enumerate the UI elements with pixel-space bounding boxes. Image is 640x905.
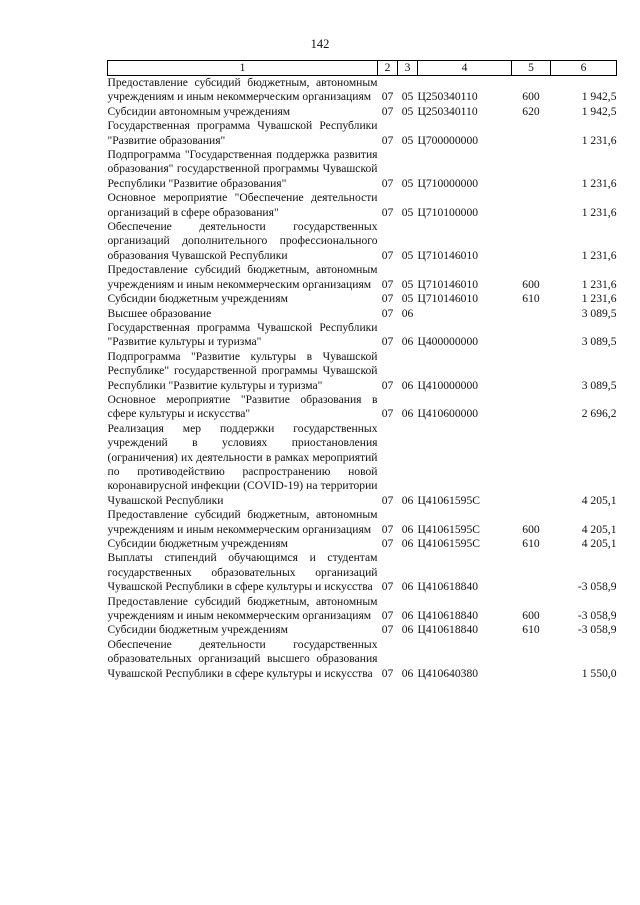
table-row [108,422,617,508]
row-target-article: Ц410618840 [417,580,479,594]
row-name: Обеспечение деятельности государственных образовательных организаций высшего образования Чувашской Республики в сфере культуры и искусства [107,637,378,680]
row-name: Субсидии автономным учреждениям [107,104,291,118]
row-name: Предоставление субсидий бюджетным, автономным учреждениям и иным некоммерческим организациям [107,508,378,536]
row-expense-type [512,350,551,393]
row-expense-type [512,220,551,263]
row-name: Реализация мер поддержки государственных учреждений в условиях приостановления (ограничения) их деятельности в рамках мероприятий по противодействию распространению новой коронавирусной инфекции (COVID-19) на территории Чувашской Республики [107,421,378,507]
table-row [108,263,617,292]
row-expense-type: 600 [522,277,540,291]
row-expense-type: 600 [522,609,540,623]
row-section-code: 07 [381,407,394,421]
row-target-article: Ц410000000 [417,378,479,392]
row-amount: 1 231,6 [581,277,617,291]
row-target-article: Ц710146010 [417,277,479,291]
row-subsection-code: 06 [401,407,414,421]
row-section-code: 07 [381,176,394,190]
row-amount: 4 205,1 [581,522,617,536]
row-subsection-code: 06 [401,493,414,507]
row-subsection-code: 05 [401,205,414,219]
row-target-article: Ц710100000 [417,205,479,219]
row-expense-type [512,191,551,220]
row-subsection-code: 05 [401,133,414,147]
row-subsection-code: 06 [401,666,414,680]
table-row [108,148,617,191]
table-row [108,220,617,263]
row-name: Государственная программа Чувашской Республики "Развитие образования" [107,119,378,147]
table-row [108,292,617,306]
table-row [108,508,617,537]
row-section-code: 07 [381,493,394,507]
row-amount: 3 089,5 [581,335,617,349]
row-subsection-code: 06 [401,609,414,623]
header-col-5: 5 [512,61,551,76]
row-name: Субсидии бюджетным учреждениям [107,292,288,306]
row-section-code: 07 [381,666,394,680]
row-amount: -3 058,9 [577,623,617,637]
row-subsection-code: 05 [401,104,414,118]
row-amount: 2 696,2 [581,407,617,421]
table-row [108,350,617,393]
row-section-code: 07 [381,623,394,637]
row-expense-type [512,119,551,148]
row-amount: 1 231,6 [581,248,617,262]
row-section-code: 07 [381,133,394,147]
row-expense-type: 610 [522,537,540,550]
row-expense-type: 610 [522,292,540,306]
row-expense-type: 600 [522,522,540,536]
row-expense-type: 610 [522,623,540,637]
row-target-article: Ц400000000 [417,335,479,349]
row-name: Обеспечение деятельности государственных организаций дополнительного профессионального образования Чувашской Республики [107,220,378,262]
row-section-code: 07 [381,522,394,536]
row-expense-type [512,307,551,321]
row-subsection-code: 05 [401,248,414,262]
row-subsection-code: 05 [401,277,414,291]
row-expense-type: 620 [522,104,540,118]
row-target-article: Ц250340110 [417,90,478,104]
row-section-code: 07 [381,205,394,219]
row-target-article: Ц700000000 [417,133,479,147]
row-subsection-code: 06 [401,623,414,637]
table-row [108,105,617,119]
table-row [108,623,617,637]
row-expense-type: 600 [522,90,540,104]
table-row [108,551,617,594]
row-target-article: Ц41061595С [417,493,480,507]
row-name: Выплаты стипендий обучающимся и студентам государственных образовательных организаций Чувашской Республики в сфере культуры и искусства [107,551,378,594]
row-section-code: 07 [381,277,394,291]
row-amount: 3 089,5 [581,378,617,392]
row-amount: 1 231,6 [581,292,617,306]
row-section-code: 07 [381,378,394,392]
table-row [108,76,617,105]
header-col-3: 3 [398,61,418,76]
table-row [108,307,617,321]
table-row [108,595,617,624]
row-section-code: 07 [381,580,394,594]
row-subsection-code: 06 [401,378,414,392]
row-expense-type [512,148,551,191]
row-target-article: Ц710146010 [417,292,479,306]
row-amount: -3 058,9 [577,580,617,594]
row-amount: 1 550,0 [581,666,617,680]
row-target-article: Ц410600000 [417,407,479,421]
row-subsection-code: 06 [401,537,414,550]
row-name: Предоставление субсидий бюджетным, автономным учреждениям и иным некоммерческим организациям [107,263,378,291]
row-subsection-code: 06 [401,335,414,349]
row-target-article: Ц710000000 [417,176,479,190]
row-subsection-code: 05 [401,292,414,306]
row-name: Предоставление субсидий бюджетным, автономным учреждениям и иным некоммерческим организациям [107,594,378,623]
row-name: Субсидии бюджетным учреждениям [107,537,288,550]
row-name: Предоставление субсидий бюджетным, автономным учреждениям и иным некоммерческим организациям [107,76,378,104]
row-name: Государственная программа Чувашской Республики "Развитие культуры и туризма" [107,320,378,349]
row-section-code: 07 [381,609,394,623]
table-row [108,638,617,681]
row-section-code: 07 [381,104,394,118]
row-subsection-code: 06 [401,580,414,594]
table-header-row [108,61,617,76]
row-target-article: Ц410618840 [417,609,479,623]
table-row [108,321,617,350]
row-target-article: Ц410618840 [417,623,479,637]
row-name: Высшее образование [107,306,212,320]
row-target-article: Ц41061595С [417,537,480,550]
row-target-article: Ц250340110 [417,104,478,118]
header-col-4: 4 [418,61,512,76]
row-amount: 1 942,5 [581,90,617,104]
header-col-2: 2 [378,61,398,76]
row-expense-type [512,422,551,508]
row-target-article: Ц41061595С [417,522,480,536]
row-section-code: 07 [381,248,394,262]
budget-table [107,60,617,681]
row-subsection-code: 05 [401,176,414,190]
page-number: 142 [310,37,330,51]
row-amount: 1 231,6 [581,133,617,147]
row-subsection-code: 06 [401,522,414,536]
row-expense-type [512,321,551,350]
row-section-code: 07 [381,335,394,349]
row-section-code: 07 [381,90,394,104]
row-subsection-code: 05 [401,90,414,104]
table-row [108,191,617,220]
row-target-article: Ц410640380 [417,666,479,680]
row-expense-type [512,551,551,594]
row-amount: -3 058,9 [577,609,617,623]
row-amount: 4 205,1 [581,493,617,507]
row-amount: 1 231,6 [581,205,617,219]
row-target-article: Ц710146010 [417,248,479,262]
row-section-code: 07 [381,306,394,320]
table-row [108,119,617,148]
row-name: Субсидии бюджетным учреждениям [107,623,288,637]
row-target-article [418,307,512,321]
row-section-code: 07 [381,537,394,550]
header-col-1: 1 [108,61,378,76]
row-section-code: 07 [381,292,394,306]
row-name: Подпрограмма "Развитие культуры в Чувашской Республике" государственной программы Чувашской Республики "Развитие культуры и туризма" [107,349,378,392]
table-row [108,537,617,551]
row-name: Основное мероприятие "Обеспечение деятельности организаций в сфере образования" [107,191,378,219]
row-amount: 1 231,6 [581,176,617,190]
header-col-6: 6 [551,61,617,76]
row-name: Основное мероприятие "Развитие образования в сфере культуры и искусства" [107,392,378,421]
row-expense-type [512,393,551,422]
row-subsection-code: 06 [401,306,414,320]
row-expense-type [512,638,551,681]
row-amount: 1 942,5 [581,104,617,118]
row-amount: 4 205,1 [581,537,617,550]
row-amount: 3 089,5 [581,306,617,320]
table-row [108,393,617,422]
row-name: Подпрограмма "Государственная поддержка развития образования" государственной программы Чувашской Республики "Развитие образования" [107,148,378,190]
